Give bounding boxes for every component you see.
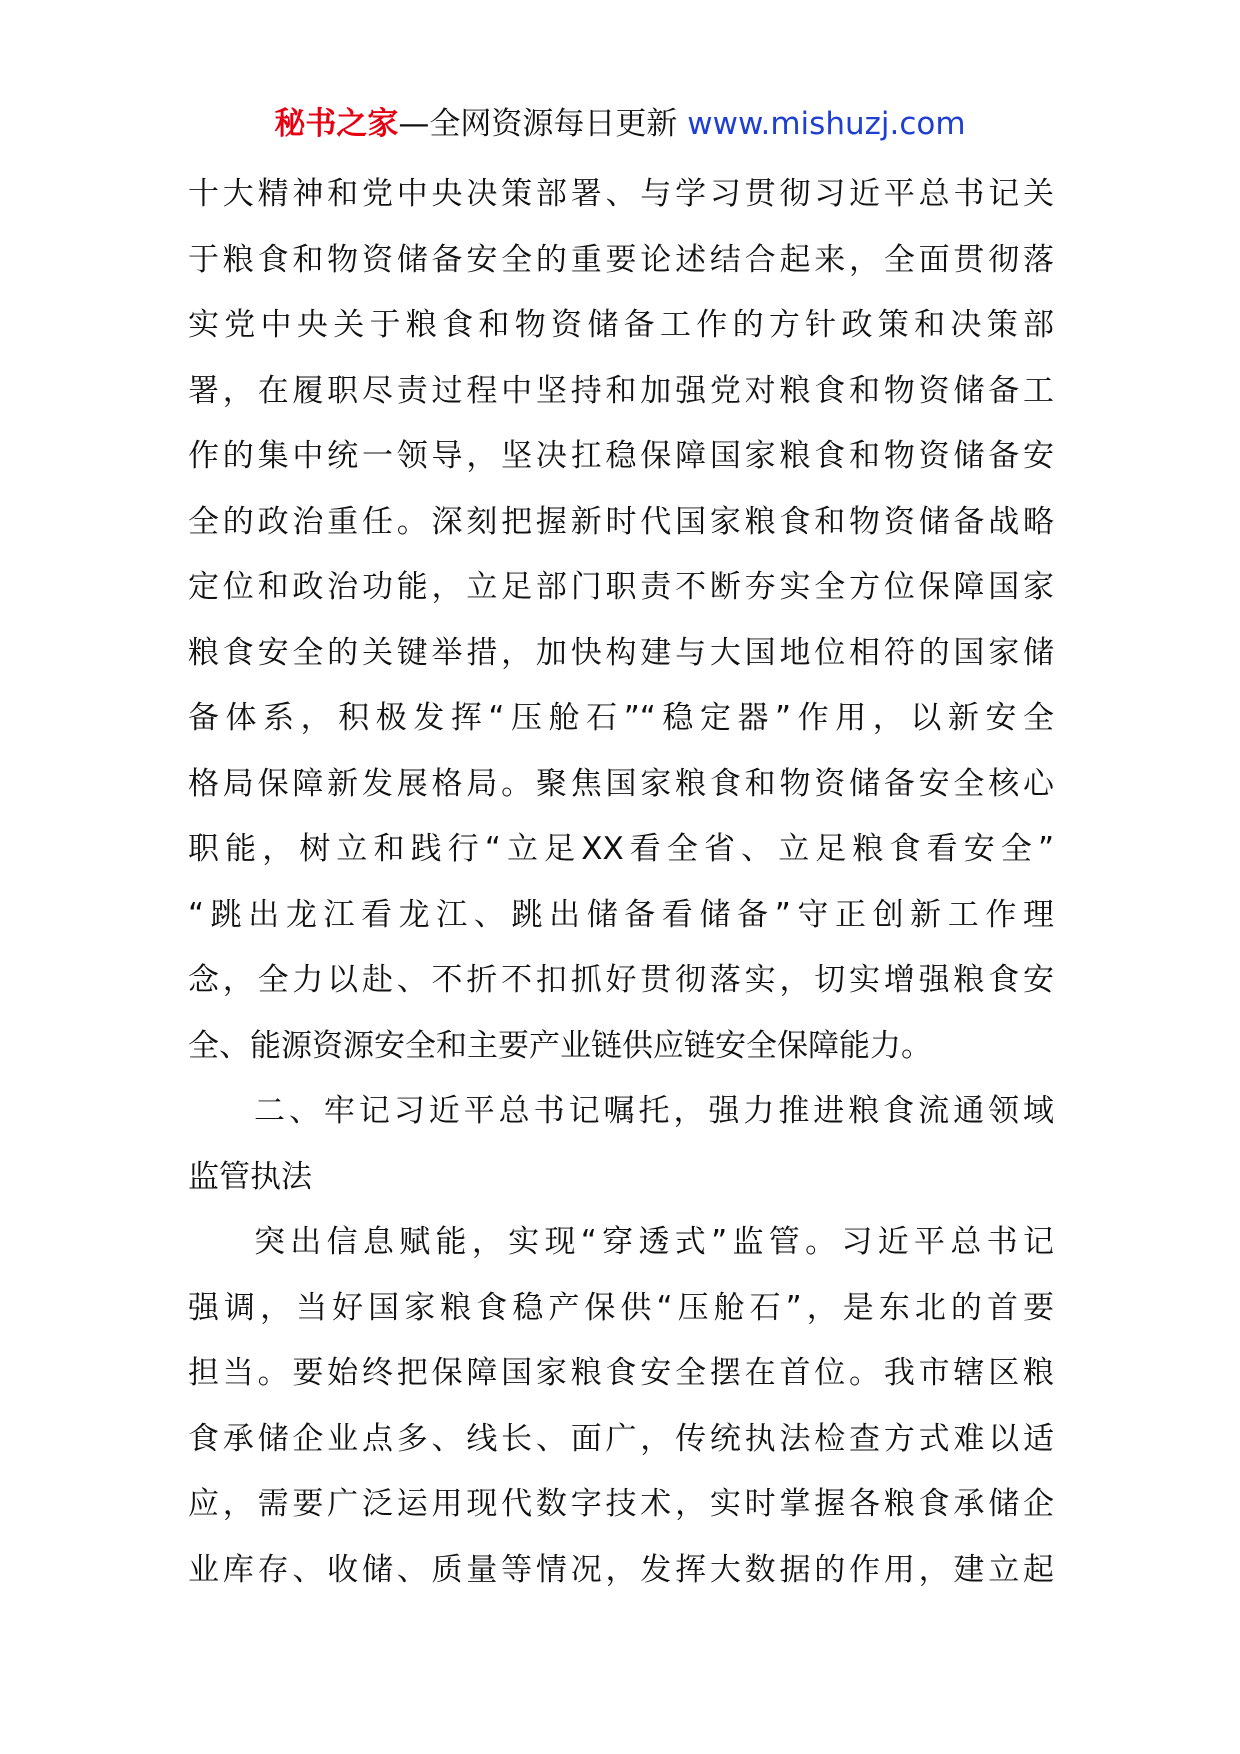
body-line: 业库存、收储、质量等情况，发挥大数据的作用，建立起 <box>188 1551 1054 1588</box>
watermark-header <box>0 100 1240 148</box>
body-line: 于粮食和物资储备安全的重要论述结合起来，全面贯彻落 <box>188 241 1054 278</box>
body-line: 突出信息赋能，实现“穿透式”监管。习近平总书记 <box>254 1224 1054 1260</box>
body-line: 定位和政治功能，立足部门职责不断夯实全方位保障国家 <box>188 569 1054 605</box>
brand-name: 秘书之家 <box>274 106 399 142</box>
body-line: 职能，树立和践行“立足XX看全省、立足粮食看安全” <box>188 831 1054 867</box>
body-line: 作的集中统一领导，坚决扛稳保障国家粮食和物资储备安 <box>188 438 1054 474</box>
body-line: 食承储企业点多、线长、面广，传统执法检查方式难以适 <box>188 1420 1054 1457</box>
body-line: 十大精神和党中央决策部署、与学习贯彻习近平总书记关 <box>188 176 1054 212</box>
body-line: 格局保障新发展格局。聚焦国家粮食和物资储备安全核心 <box>188 765 1054 802</box>
body-line: 念，全力以赴、不折不扣抓好贯彻落实，切实增强粮食安 <box>188 962 1054 998</box>
body-line: 全、能源资源安全和主要产业链供应链安全保障能力。 <box>188 1027 932 1064</box>
site-url[interactable]: www.mishuzj.com <box>687 106 966 142</box>
body-line: 担当。要始终把保障国家粮食安全摆在首位。我市辖区粮 <box>188 1355 1054 1391</box>
section-heading: 二、牢记习近平总书记嘱托，强力推进粮食流通领域 <box>254 1093 1054 1129</box>
body-line: “跳出龙江看龙江、跳出储备看储备”守正创新工作理 <box>188 896 1054 933</box>
section-heading-continued: 监管执法 <box>188 1158 312 1195</box>
body-line: 全的政治重任。深刻把握新时代国家粮食和物资储备战略 <box>188 503 1054 540</box>
body-line: 实党中央关于粮食和物资储备工作的方针政策和决策部 <box>188 307 1054 343</box>
body-line: 强调，当好国家粮食稳产保供“压舱石”，是东北的首要 <box>188 1289 1054 1326</box>
body-line: 署，在履职尽责过程中坚持和加强党对粮食和物资储备工 <box>188 372 1054 409</box>
body-line: 备体系，积极发挥“压舱石”“稳定器”作用，以新安全 <box>188 700 1054 736</box>
document-body <box>188 162 1054 1603</box>
header-slogan: —全网资源每日更新 <box>398 106 678 142</box>
body-line: 粮食安全的关键举措，加快构建与大国地位相符的国家储 <box>188 634 1054 671</box>
body-line: 应，需要广泛运用现代数字技术，实时掌握各粮食承储企 <box>188 1486 1054 1522</box>
